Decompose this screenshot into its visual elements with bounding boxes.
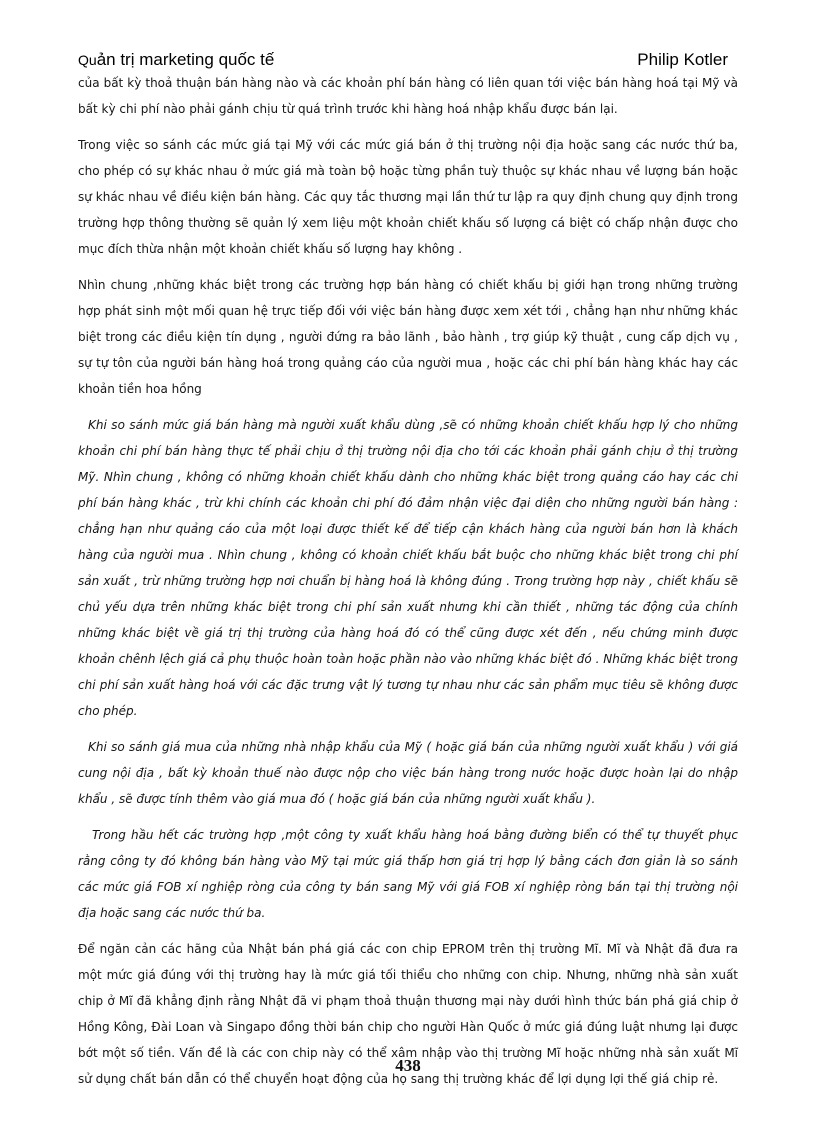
book-title-prefix: Qu [78,52,97,68]
page-number: 438 [395,1056,421,1075]
book-title-rest: ản trị marketing quốc tế [96,50,275,69]
paragraph-1: của bất kỳ thoả thuận bán hàng nào và các khoản phí bán hàng có liên quan tới việc bán hàng hoá tại Mỹ và bất kỳ chi phí nào phải gánh chịu từ quá trình trước khi hàng hoá nhập khẩu được bán lại. [78,76,738,116]
paragraph-2: Trong việc so sánh các mức giá tại Mỹ với các mức giá bán ở thị trường nội địa hoặc sang các nước thứ ba, cho phép có sự khác nhau ở mức giá mà toàn bộ hoặc từng phần tuỳ thuộc sự khác nhau về lượng bán hoặc sự khác nhau về điều kiện bán hàng. Các quy tắc thương mại lần thứ tư lập ra quy định chung quy định trong trường hợp thông thường sẽ quản lý xem liệu một khoản chiết khấu số lượng cá biệt có chấp nhận được cho mục đích thừa nhận một khoản chiết khấu số lượng hay không . [78,138,738,256]
document-body [78,70,738,1092]
paragraph-6: Trong hầu hết các trường hợp ,một công ty xuất khẩu hàng hoá bằng đường biển có thể tự thuyết phục rằng công ty đó không bán hàng vào Mỹ tại mức giá thấp hơn giá trị hợp lý bằng cách đơn giản là so sánh các mức giá FOB xí nghiệp ròng của công ty bán sang Mỹ với giá FOB xí nghiệp ròng bán tại thị trường nội địa hoặc sang các nước thứ ba. [78,828,738,920]
page-header [78,50,738,72]
paragraph-7: Để ngăn cản các hãng của Nhật bán phá giá các con chip EPROM trên thị trường Mĩ. Mĩ và Nhật đã đưa ra một mức giá đúng với thị trường hay là mức giá tối thiểu cho những con chip. Nhưng, những nhà sản xuất chip ở Mĩ đã khẳng định rằng Nhật đã vi phạm thoả thuận thương mại này dưới hình thức bán phá giá chip ở Hồng Kông, Đài Loan và Singapo đồng thời bán chip cho người Hàn Quốc ở mức giá đúng luật nhưng lại được bớt một số tiền. Vấn đề là các con chip này có thể xâm nhập vào thị trường Mĩ hoặc những nhà sản xuất Mĩ sử dụng chất bán dẫn có thể chuyển hoạt động của họ sang thị trường khác để lợi dụng lợi thế giá chip rẻ. [78,942,738,1086]
author-name: Philip Kotler [637,50,728,69]
paragraph-5: Khi so sánh giá mua của những nhà nhập khẩu của Mỹ ( hoặc giá bán của những người xuất khẩu ) với giá cung nội địa , bất kỳ khoản thuế nào được nộp cho việc bán hàng trong nước hoặc được hoàn lại do nhập khẩu , sẽ được tính thêm vào giá mua đó ( hoặc giá bán của những người xuất khẩu ). [78,740,738,806]
paragraph-3: Nhìn chung ,những khác biệt trong các trường hợp bán hàng có chiết khấu bị giới hạn trong những trường hợp phát sinh một mối quan hệ trực tiếp đối với việc bán hàng được xem xét tới , chẳng hạn như những khác biệt trong các điều kiện tín dụng , người đứng ra bảo lãnh , bảo hành , trợ giúp kỹ thuật , cung cấp dịch vụ , sự tự tôn của người bán hàng hoá trong quảng cáo của người mua , hoặc các chi phí bán hàng khác hay các khoản tiền hoa hồng [78,278,738,396]
book-title [78,50,274,70]
paragraph-4: Khi so sánh mức giá bán hàng mà người xuất khẩu dùng ,sẽ có những khoản chiết khấu hợp lý cho những khoản chi phí bán hàng thực tế phải chịu ở thị trường nội địa cho tới các khoản phải gánh chịu ở thị trường Mỹ. Nhìn chung , không có những khoản chiết khấu dành cho những khác biệt trong quảng cáo hay các chi phí bán hàng khác , trừ khi chính các khoản chi phí đó đảm nhận việc đại diện cho những người bán hàng : chẳng hạn như quảng cáo của một loại được thiết kế để tiếp cận khách hàng của người bán hơn là khách hàng của người mua . Nhìn chung , không có khoản chiết khấu bắt buộc cho những khác biệt trong chi phí sản xuất , trừ những trường hợp nơi chuẩn bị hàng hoá là không đúng . Trong trường hợp này , chiết khấu sẽ chủ yếu dựa trên những khác biệt trong chi phí sản xuất nhưng khi cần thiết , những tác động của chính những khác biệt về giá trị thị trường của hàng hoá đó có thể cũng được xét đến , nếu chứng minh được khoản chênh lệch giá cả phụ thuộc hoàn toàn hoặc phần nào vào những khác biệt đó . Những khác biệt trong chi phí sản xuất hàng hoá với các đặc trưng vật lý tương tự nhau như các sản phẩm mục tiêu sẽ không được cho phép. [78,418,738,718]
